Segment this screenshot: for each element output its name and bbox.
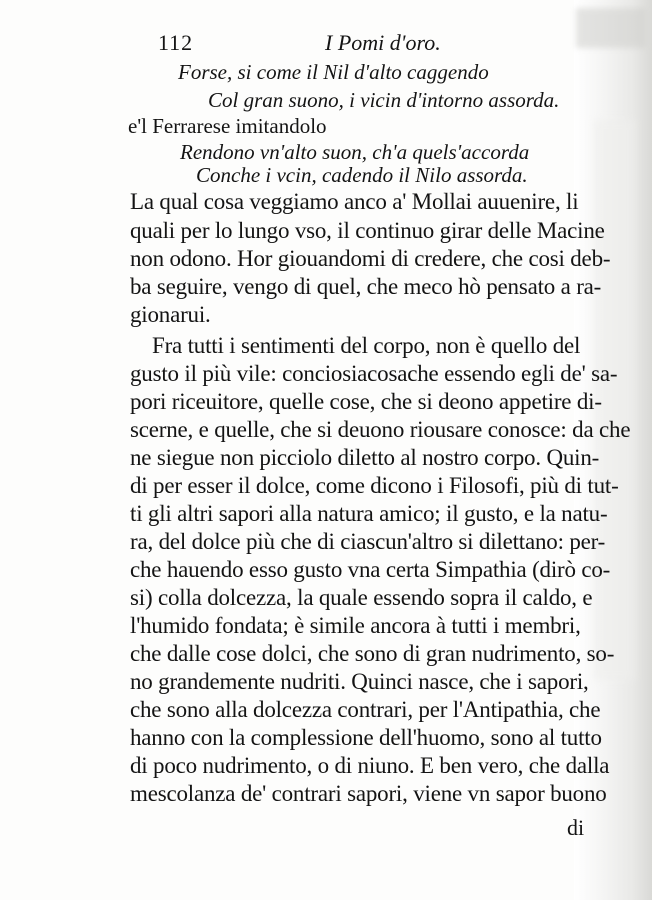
intro-line: e'l Ferrarese imitandolo — [128, 114, 327, 138]
body-line: ba seguire, vengo di quel, che meco hò pensato a ra- — [130, 274, 602, 299]
body-line: ne siegue non picciolo diletto al nostro corpo. Quin- — [130, 445, 600, 470]
body-line: no grandemente nudriti. Quinci nasce, che i sapori, — [130, 669, 589, 694]
verse-line: Col gran suono, i vicin d'intorno assorda. — [208, 88, 560, 112]
body-line: Fra tutti i sentimenti del corpo, non è quello del — [152, 333, 581, 358]
body-line: che sono alla dolcezza contrari, per l'Antipathia, che — [130, 697, 601, 722]
body-line: quali per lo lungo vso, il continuo girar delle Macine — [130, 218, 605, 243]
body-line: mescolanza de' contrari sapori, viene vn sapor buono — [130, 781, 607, 806]
body-line: si) colla dolcezza, la quale essendo sopra il caldo, e — [130, 585, 593, 610]
body-line: hanno con la complessione dell'huomo, sono al tutto — [130, 725, 602, 750]
catchword: di — [567, 815, 585, 840]
body-line: di poco nudrimento, o di niuno. E ben vero, che dalla — [130, 753, 610, 778]
body-line: che hauendo esso gusto vna certa Simpathia (dirò co- — [130, 557, 611, 582]
body-line: non odono. Hor giouandomi di credere, che cosi deb- — [130, 246, 611, 271]
body-line: ti gli altri sapori alla natura amico; il gusto, e la natu- — [130, 501, 608, 526]
verse-line: Forse, si come il Nil d'alto caggendo — [178, 60, 489, 84]
body-line: ra, del dolce più che di ciascun'altro si dilettano: per- — [130, 529, 606, 554]
running-title: I Pomi d'oro. — [325, 30, 441, 55]
page-number: 112 — [158, 30, 194, 55]
body-line: scerne, e quelle, che si deuono riousare conosce: da che — [130, 417, 631, 442]
body-line: di per esser il dolce, come dicono i Filosofi, più di tut- — [130, 473, 619, 498]
body-line: pori riceuitore, quelle cose, che si deono appetire di- — [130, 389, 602, 414]
body-line: l'humido fondata; è simile ancora à tutti i membri, — [130, 613, 581, 638]
scan-shadow — [576, 8, 646, 48]
body-line: che dalle cose dolci, che sono di gran nudrimento, so- — [130, 641, 615, 666]
verse-line: Conche i vcin, cadendo il Nilo assorda. — [196, 163, 528, 187]
body-line: La qual cosa veggiamo anco a' Mollai auuenire, li — [130, 189, 579, 214]
body-line: gionarui. — [130, 302, 211, 327]
verse-line: Rendono vn'alto suon, ch'a quels'accorda — [180, 140, 530, 164]
body-line: gusto il più vile: conciosiacosache essendo egli de' sa- — [130, 361, 618, 386]
